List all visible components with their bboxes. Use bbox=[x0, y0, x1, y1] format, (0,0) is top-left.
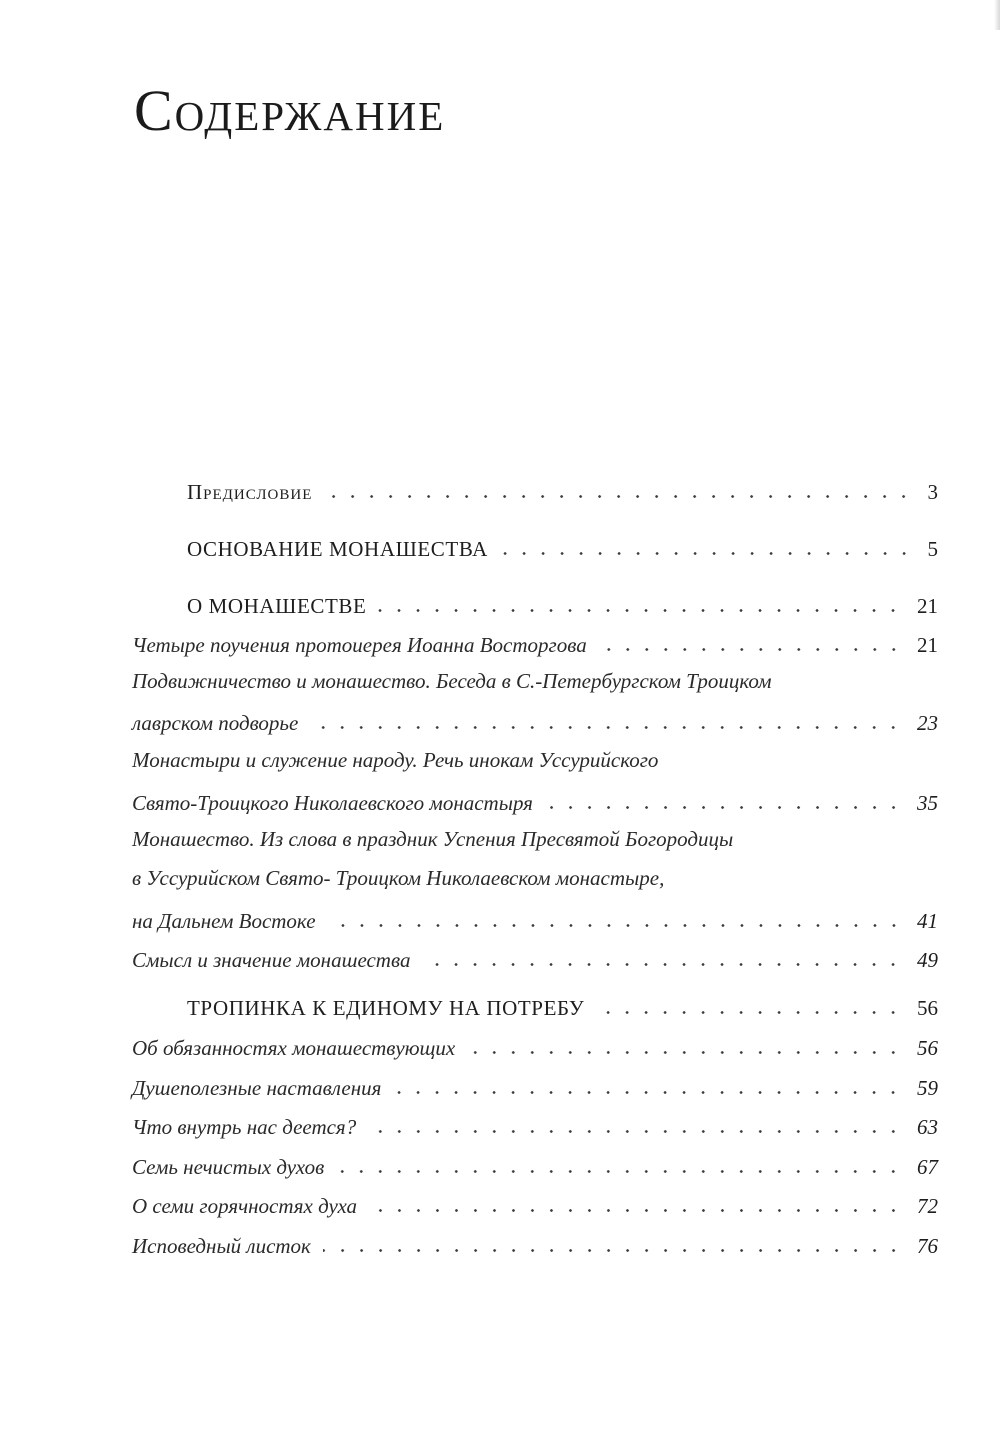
toc-entry-page: 76 bbox=[917, 1234, 938, 1258]
toc-entry-sem-goryachnostey[interactable] bbox=[132, 1189, 938, 1219]
toc-entry-page: 49 bbox=[917, 948, 938, 972]
toc-section-label: ТРОПИНКА К ЕДИНОМУ НА ПОТРЕБУ bbox=[187, 996, 585, 1020]
toc-entry-monastyri[interactable] bbox=[132, 786, 938, 816]
dot-leader bbox=[596, 1011, 903, 1014]
toc-section-page: 56 bbox=[917, 996, 938, 1020]
toc-section-osnovanie[interactable] bbox=[187, 532, 938, 562]
toc-entry-page: 41 bbox=[917, 909, 938, 933]
toc-entry-label: Свято-Троицкого Николаевского монастыря bbox=[132, 791, 533, 815]
toc-section-label: О МОНАШЕСТВЕ bbox=[187, 594, 367, 618]
toc-entry-label: Семь нечистых духов bbox=[132, 1155, 325, 1179]
toc-entry-label: лаврском подворье bbox=[132, 711, 299, 735]
dot-leader bbox=[545, 806, 903, 809]
dot-leader bbox=[599, 648, 903, 651]
dot-leader bbox=[467, 1051, 903, 1054]
page-title: Содержание bbox=[134, 78, 446, 143]
toc-entry-page: 56 bbox=[917, 1036, 938, 1060]
toc-entry-page: 35 bbox=[917, 791, 938, 815]
dot-leader bbox=[368, 1130, 903, 1133]
dot-leader bbox=[369, 1209, 903, 1212]
toc-entry-page: 59 bbox=[917, 1076, 938, 1100]
toc-section-o-monashestve[interactable] bbox=[187, 589, 938, 619]
toc-entry-label: Предисловие bbox=[187, 480, 313, 504]
toc-entry-line: Подвижничество и монашество. Беседа в С.-Петербургском Троицком bbox=[132, 669, 772, 693]
dot-leader bbox=[393, 1091, 903, 1094]
toc-entry-label: Четыре поучения протоиерея Иоанна Восторгова bbox=[132, 633, 587, 657]
dot-leader bbox=[328, 924, 903, 927]
toc-section-page: 5 bbox=[927, 537, 938, 561]
dot-leader bbox=[500, 552, 914, 555]
toc-entry-line: в Уссурийском Свято- Троицком Николаевском монастыре, bbox=[132, 866, 665, 890]
toc-entry-page: 21 bbox=[917, 633, 938, 657]
toc-entry-page: 3 bbox=[927, 480, 938, 504]
toc-entry-label: Исповедный листок bbox=[132, 1234, 311, 1258]
dot-leader bbox=[378, 609, 903, 612]
toc-entry-chetyre-poucheniya[interactable] bbox=[132, 628, 938, 658]
toc-entry-page: 63 bbox=[917, 1115, 938, 1139]
dot-leader bbox=[310, 726, 903, 729]
toc-entry-ispovednyy-listok[interactable] bbox=[132, 1229, 938, 1259]
toc-section-page: 21 bbox=[917, 594, 938, 618]
toc-entry-dushepoleznye[interactable] bbox=[132, 1071, 938, 1101]
toc-entry-sem-duhov[interactable] bbox=[132, 1150, 938, 1180]
toc-entry-label: на Дальнем Востоке bbox=[132, 909, 316, 933]
dot-leader bbox=[422, 963, 903, 966]
toc-entry-obyazannosti[interactable] bbox=[132, 1031, 938, 1061]
toc-entry-label: Об обязанностях монашествующих bbox=[132, 1036, 456, 1060]
toc-entry-line: Монастыри и служение народу. Речь инокам Уссурийского bbox=[132, 748, 659, 772]
toc-section-tropinka[interactable] bbox=[187, 991, 938, 1021]
dot-leader bbox=[323, 1249, 903, 1252]
toc-entry-preface[interactable] bbox=[187, 475, 938, 505]
toc-entry-label: Смысл и значение монашества bbox=[132, 948, 411, 972]
toc-entry-label: О семи горячностях духа bbox=[132, 1194, 358, 1218]
toc-entry-chto-vnutr[interactable] bbox=[132, 1110, 938, 1140]
toc-entry-smysl[interactable] bbox=[132, 943, 938, 973]
toc-entry-page: 67 bbox=[917, 1155, 938, 1179]
toc-entry-page: 23 bbox=[917, 711, 938, 735]
dot-leader bbox=[336, 1170, 903, 1173]
toc-section-label: ОСНОВАНИЕ МОНАШЕСТВА bbox=[187, 537, 488, 561]
toc-entry-label: Душеполезные наставления bbox=[132, 1076, 382, 1100]
toc-entry-page: 72 bbox=[917, 1194, 938, 1218]
dot-leader bbox=[324, 495, 913, 498]
toc-entry-label: Что внутрь нас деется? bbox=[132, 1115, 357, 1139]
toc-entry-podvizhnichestvo[interactable] bbox=[132, 706, 938, 736]
toc-entry-monashestvo-uspenie[interactable] bbox=[132, 904, 938, 934]
toc-entry-line: Монашество. Из слова в праздник Успения Пресвятой Богородицы bbox=[132, 827, 734, 851]
